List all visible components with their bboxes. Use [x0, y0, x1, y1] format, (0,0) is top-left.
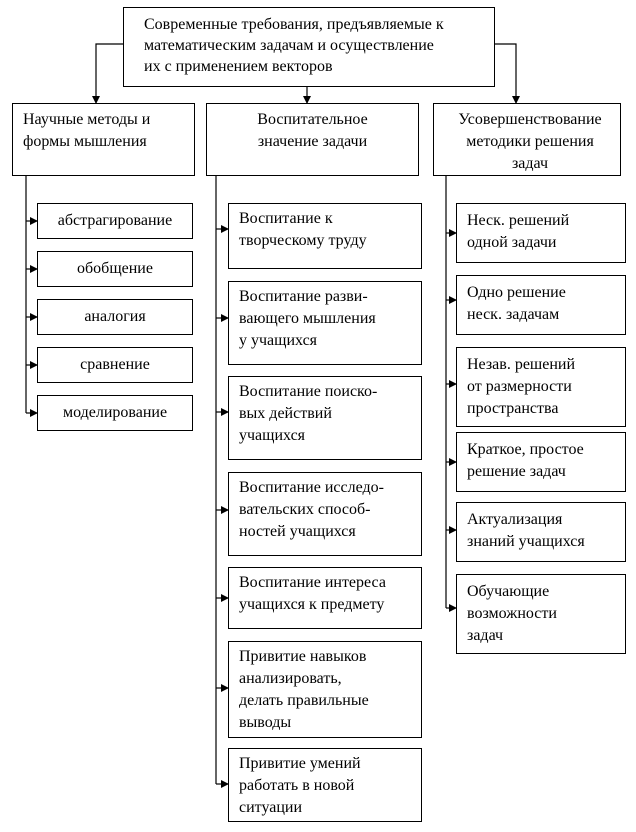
column-educational-value-text: Воспитательное значение задачи: [257, 111, 368, 150]
mid-item-7: [228, 748, 422, 822]
right-item-text: Незав. решений от размерности пространства: [467, 356, 576, 417]
mid-item-2: [228, 281, 422, 365]
left-item-text: моделирование: [62, 404, 168, 421]
mid-item-4: [228, 472, 422, 556]
column-methodology-improvement-text: Усовершенствование методики решения задач: [458, 111, 602, 172]
mid-item-5: [228, 567, 422, 629]
root-box-text: Современные требования, предъявляемые к математическим задачам и осуществление их с применением векторов: [144, 16, 444, 75]
right-item-text: Обучающие возможности задач: [467, 583, 557, 644]
left-item-analogy: [37, 299, 193, 335]
right-item-4: [456, 432, 626, 492]
column-scientific-methods-text: Научные методы и формы мышления: [23, 111, 151, 150]
left-item-text: обобщение: [77, 260, 153, 277]
right-item-text: Краткое, простое решение задач: [467, 441, 584, 480]
arrow-top-to-col1: [96, 44, 123, 103]
left-item-text: абстрагирование: [57, 212, 173, 229]
right-item-1: [456, 203, 626, 263]
right-item-6: [456, 574, 626, 654]
left-item-comparison: [37, 347, 193, 383]
mid-item-text: Привитие умений работать в новой ситуации: [239, 755, 361, 816]
mid-item-text: Привитие навыков анализировать, делать правильные выводы: [239, 648, 369, 731]
right-item-text: Одно решение неск. задачам: [467, 284, 566, 323]
mid-item-text: Воспитание поиско- вых действий учащихся: [239, 383, 378, 444]
right-item-text: Актуализация знаний учащихся: [467, 511, 585, 550]
column-educational-value: [206, 103, 419, 176]
mid-item-text: Воспитание разви- вающего мышления у учащихся: [239, 288, 376, 349]
right-item-2: [456, 275, 626, 335]
right-item-text: Неск. решений одной задачи: [467, 212, 570, 251]
mid-item-text: Воспитание исследо- вательских способ- ностей учащихся: [239, 479, 384, 540]
mid-item-6: [228, 641, 422, 738]
column-scientific-methods: [12, 103, 195, 176]
mid-item-text: Воспитание к творческому труду: [239, 210, 367, 249]
mid-item-1: [228, 203, 422, 269]
mid-item-text: Воспитание интереса учащихся к предмету: [239, 574, 386, 613]
right-item-5: [456, 502, 626, 562]
root-box: [123, 7, 495, 87]
left-item-abstraction: [37, 203, 193, 239]
column-methodology-improvement: [433, 103, 621, 176]
left-item-modeling: [37, 395, 193, 431]
left-item-generalization: [37, 251, 193, 287]
arrow-top-to-col3: [495, 44, 516, 103]
mid-item-3: [228, 376, 422, 460]
left-item-text: сравнение: [80, 356, 150, 373]
left-item-text: аналогия: [84, 308, 146, 325]
right-item-3: [456, 347, 626, 427]
